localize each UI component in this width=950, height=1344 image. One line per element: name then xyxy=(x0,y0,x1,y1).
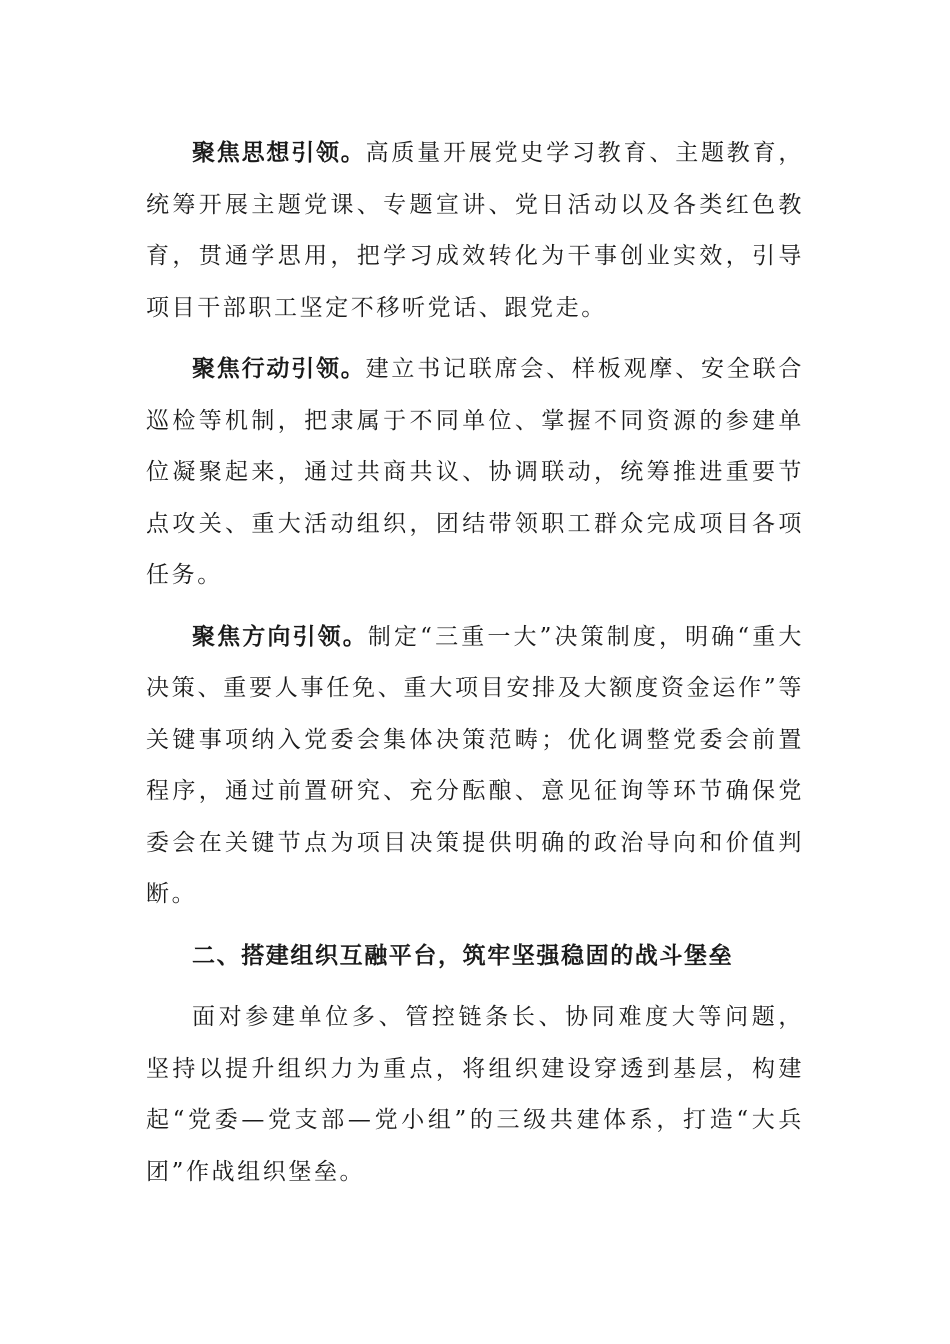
paragraph-text: 制定“三重一大”决策制度，明确“重大决策、重要人事任免、重大项目安排及大额度资金运作”等关键事项纳入党委会集体决策范畴；优化调整党委会前置程序，通过前置研究、充分酝酿、意见征询等环节确保党委会在关键节点为项目决策提供明确的政治导向和价值判断。 xyxy=(146,623,805,907)
paragraph-text: 建立书记联席会、样板观摩、安全联合巡检等机制，把隶属于不同单位、掌握不同资源的参建单位凝聚起来，通过共商共议、协调联动，统筹推进重要节点攻关、重大活动组织，团结带领职工群众完成项目各项任务。 xyxy=(146,356,805,588)
paragraph-direction-leadership xyxy=(146,612,804,921)
paragraph-action-leadership xyxy=(146,344,804,602)
section-heading: 二、搭建组织互融平台，筑牢坚强稳固的战斗堡垒 xyxy=(192,942,734,969)
paragraph-lead: 聚焦方向引领。 xyxy=(192,623,368,650)
document-body xyxy=(146,128,804,1208)
paragraph-thought-leadership xyxy=(146,128,804,334)
paragraph-text: 高质量开展党史学习教育、主题教育，统筹开展主题党课、专题宣讲、党日活动以及各类红色教育，贯通学思用，把学习成效转化为干事创业实效，引导项目干部职工坚定不移听党话、跟党走。 xyxy=(146,140,805,321)
paragraph-lead: 聚焦思想引领。 xyxy=(192,140,366,166)
section-paragraph: 面对参建单位多、管控链条长、协同难度大等问题，坚持以提升组织力为重点，将组织建设穿透到基层，构建起“党委—党支部—党小组”的三级共建体系，打造“大兵团”作战组织堡垒。 xyxy=(146,1004,804,1185)
paragraph-lead: 聚焦行动引领。 xyxy=(192,356,366,382)
